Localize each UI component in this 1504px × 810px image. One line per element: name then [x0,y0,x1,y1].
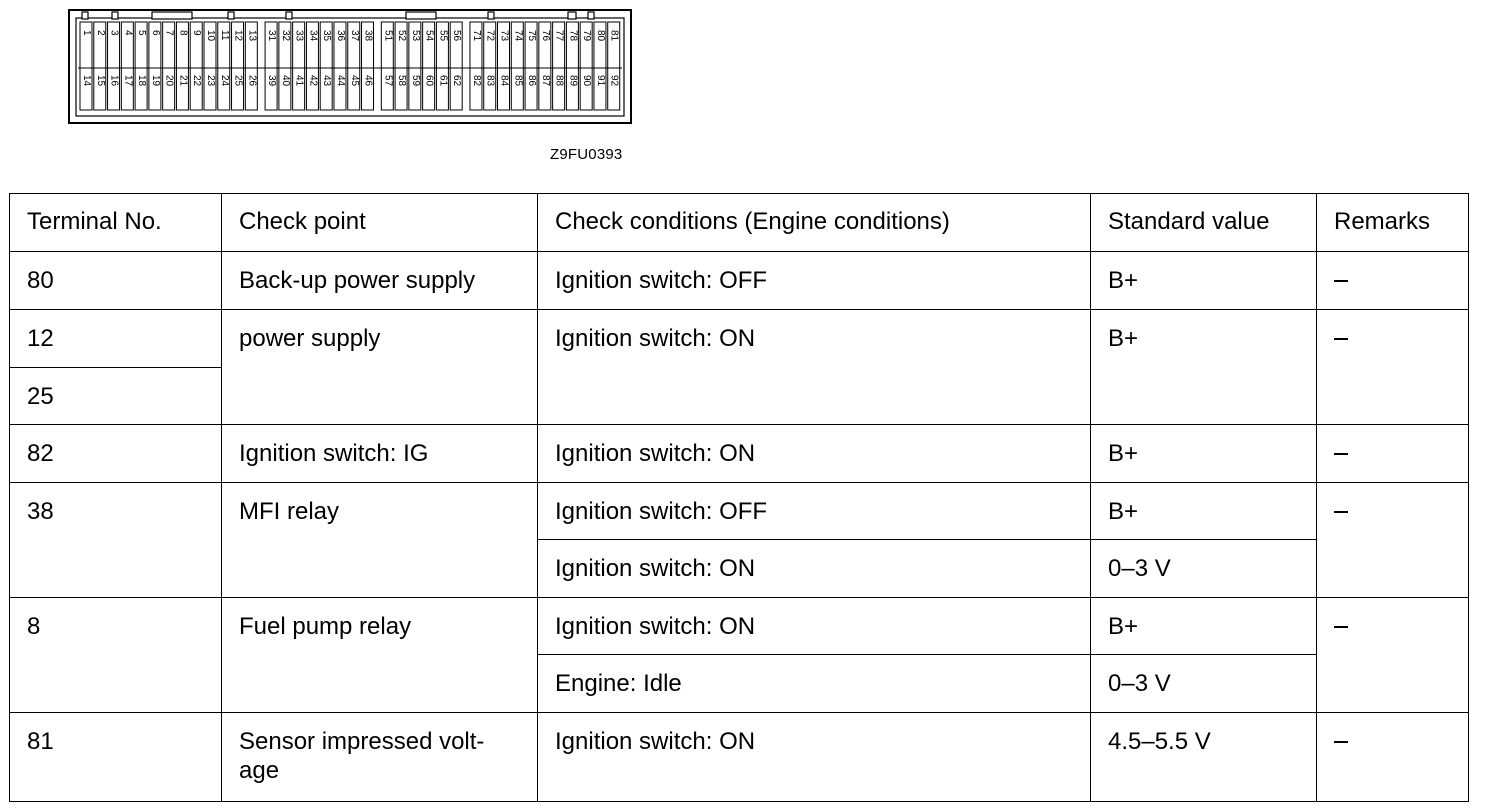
table-row [10,483,1469,540]
connector-pin-label: 10 [204,30,216,42]
connector-latch [82,12,88,19]
connector-pin-label: 16 [108,75,120,87]
connector-pin-label: 55 [437,30,449,42]
connector-pin-label: 92 [608,75,620,87]
connector-pin-label: 62 [451,75,463,87]
connector-pin-label: 14 [81,75,92,87]
connector-pin-label: 72 [484,30,496,42]
connector-pin-label: 87 [539,75,551,87]
connector-pin-label: 35 [321,30,333,42]
header-remarks: Remarks [1317,194,1469,252]
connector-pin-label: 41 [293,75,305,87]
connector-pin-label: 5 [136,30,148,36]
condition-cell: Ignition switch: OFF [538,483,1091,540]
connector-pin-label: 79 [581,30,593,42]
connector-pin-label: 13 [246,30,258,42]
connector-pin-label: 11 [218,30,230,41]
standard-value-cell: 0–3 V [1091,540,1317,598]
connector-pin-label: 34 [307,30,319,42]
ecu-terminal-check-table [9,193,1469,802]
connector-pin-label: 2 [94,30,106,36]
condition-cell: Ignition switch: ON [538,310,1091,425]
check-point-line-2: age [239,757,280,784]
connector-pin-label: 83 [484,75,496,87]
connector-latch [286,12,292,19]
connector-pin-label: 84 [498,75,510,87]
connector-pin-label: 22 [191,75,203,87]
connector-pin-label: 25 [232,75,244,87]
connector-pin-label: 52 [396,30,408,42]
header-check-conditions: Check conditions (Engine conditions) [538,194,1091,252]
connector-pin-label: 8 [177,30,189,36]
connector-latch [228,12,234,19]
condition-cell: Ignition switch: ON [538,598,1091,655]
connector-pin-label: 51 [382,30,394,42]
connector-pin-label: 43 [321,75,333,87]
check-point-cell: power supply [222,310,538,425]
check-point-cell [222,713,538,802]
terminal-cell: 81 [10,713,222,802]
connector-pin-label: 18 [136,75,148,87]
check-point-cell: Ignition switch: IG [222,425,538,483]
table-row [10,713,1469,802]
standard-value-cell: 4.5–5.5 V [1091,713,1317,802]
connector-pin-label: 89 [567,75,579,87]
remarks-cell [1317,713,1469,802]
condition-cell: Ignition switch: OFF [538,252,1091,310]
remarks-cell [1317,598,1469,713]
connector-pin-label: 3 [108,30,120,36]
standard-value-cell: B+ [1091,310,1317,425]
standard-value-cell: 0–3 V [1091,655,1317,713]
connector-pin-label: 74 [512,30,524,42]
check-point-cell: Back-up power supply [222,252,538,310]
connector-pin-label: 71 [470,30,482,42]
terminal-cell: 80 [10,252,222,310]
terminal-cell: 38 [10,483,222,598]
connector-pin-label: 44 [334,75,346,87]
connector-pin-label: 20 [163,75,175,87]
condition-cell: Ignition switch: ON [538,713,1091,802]
connector-pin-label: 82 [470,75,482,87]
connector-pin-label: 45 [348,75,360,87]
connector-pin-label: 61 [437,75,449,87]
connector-pin-label: 17 [122,75,134,87]
connector-pin-label: 81 [608,30,620,42]
connector-pin-label: 31 [266,30,278,42]
connector-latch [568,12,576,19]
remarks-dash [1334,453,1348,455]
remarks-cell [1317,252,1469,310]
remarks-cell [1317,425,1469,483]
standard-value-cell: B+ [1091,252,1317,310]
header-standard-value: Standard value [1091,194,1317,252]
terminal-cell: 8 [10,598,222,713]
connector-latch [406,12,436,19]
remarks-dash [1334,338,1348,340]
connector-pin-label: 24 [218,75,230,87]
connector-pin-label: 6 [149,30,161,36]
check-point-cell: Fuel pump relay [222,598,538,713]
connector-latch [112,12,118,19]
connector-pin-label: 9 [191,30,203,36]
connector-pin-label: 33 [293,30,305,42]
connector-pin-label: 58 [396,75,408,87]
table-row [10,252,1469,310]
terminal-cell: 82 [10,425,222,483]
condition-cell: Ignition switch: ON [538,540,1091,598]
connector-pin-label: 53 [409,30,421,42]
connector-pin-label: 60 [423,75,435,87]
ecu-connector-diagram [68,6,632,124]
table-header-row [10,194,1469,252]
connector-pin-label: 46 [362,75,374,87]
connector-pin-label: 23 [204,75,216,87]
connector-pin-label: 57 [382,75,394,87]
remarks-dash [1334,280,1348,282]
condition-cell: Ignition switch: ON [538,425,1091,483]
remarks-dash [1334,626,1348,628]
connector-pin-label: 77 [553,30,565,42]
condition-cell: Engine: Idle [538,655,1091,713]
check-point-cell: MFI relay [222,483,538,598]
remarks-dash [1334,511,1348,513]
connector-pin-label: 21 [177,75,189,87]
connector-pin-label: 40 [279,75,291,87]
figure-code: Z9FU0393 [550,146,623,163]
connector-pin-label: 4 [122,30,134,36]
connector-pin-label: 15 [94,75,106,87]
connector-pin-label: 56 [451,30,463,42]
connector-pin-label: 75 [526,30,538,42]
table-row [10,310,1469,368]
remarks-dash [1334,741,1348,743]
connector-pin-label: 39 [266,75,278,87]
connector-pin-label: 32 [279,30,291,42]
header-terminal-no: Terminal No. [10,194,222,252]
connector-latch [152,12,192,19]
remarks-cell [1317,310,1469,425]
connector-pin-label: 90 [581,75,593,87]
connector-pin-label: 37 [348,30,360,42]
connector-pin-label: 36 [334,30,346,42]
connector-pin-label: 1 [81,30,92,36]
connector-pin-label: 76 [539,30,551,42]
connector-pin-label: 12 [232,30,244,42]
connector-latch [488,12,494,19]
connector-pin-label: 73 [498,30,510,42]
standard-value-cell: B+ [1091,598,1317,655]
standard-value-cell: B+ [1091,483,1317,540]
connector-pin-label: 19 [149,75,161,87]
connector-pin-label: 26 [246,75,258,87]
connector-pin-label: 88 [553,75,565,87]
connector-pin-label: 91 [594,75,606,87]
header-check-point: Check point [222,194,538,252]
table-row [10,598,1469,655]
connector-pin-label: 42 [307,75,319,87]
check-point-line-1: Sensor impressed volt- [239,728,485,755]
connector-pin-label: 54 [423,30,435,42]
terminal-cell: 25 [10,368,222,425]
table-row [10,425,1469,483]
standard-value-cell: B+ [1091,425,1317,483]
connector-pin-label: 38 [362,30,374,42]
remarks-cell [1317,483,1469,598]
connector-pin-label: 86 [526,75,538,87]
connector-pin-label: 80 [594,30,606,42]
connector-pin-label: 59 [409,75,421,87]
connector-latch [588,12,594,19]
terminal-cell: 12 [10,310,222,368]
connector-pin-label: 78 [567,30,579,42]
connector-pin-label: 7 [163,30,175,36]
connector-pin-label: 85 [512,75,524,87]
